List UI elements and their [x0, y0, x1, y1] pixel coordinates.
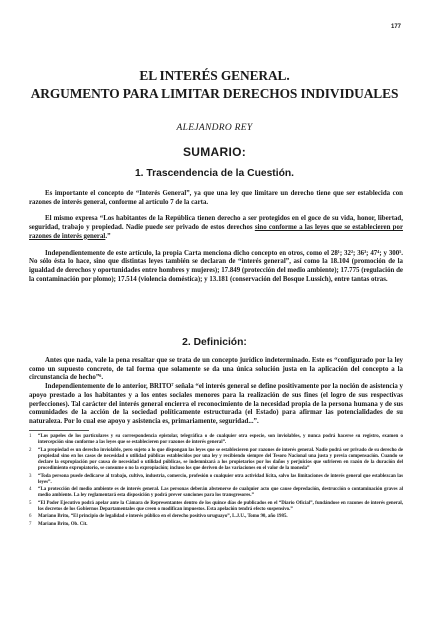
paragraph-quote	[29, 215, 403, 241]
footnote-3	[29, 474, 403, 486]
footnote-text: “La propiedad es un derecho inviolable, pero sujeto a lo que dispongan las leyes que se establecieren por razones de interés general. Nadie podrá ser privado de su derecho de propiedad sino en los casos de necesidad o utilidad públicas establecidos por una ley y recibiendo siempre del Tesoro Nacional una justa y previa compensación. Cuando se declare la expropiación por causa de necesidad o utilidad públicas, se indemnizará a los propietarios por los daños y perjuicios que sufrieren en razón de la duración del procedimiento expropiatorio, se consume o no la expropiación; incluso los que deriven de las variaciones en el valor de la moneda”	[38, 447, 403, 472]
footnote-number: 5	[29, 500, 32, 506]
footnote-separator	[29, 430, 89, 431]
author-name: ALEJANDRO REY	[176, 123, 253, 133]
section-1-heading: 1. Trascendencia de la Cuestión.	[134, 168, 295, 179]
section-1-body	[29, 190, 403, 284]
quote-end: .”	[105, 232, 111, 240]
footnote-number: 1	[29, 434, 32, 439]
footnote-text: Mariano Brito, Ob. Cit.	[38, 521, 88, 527]
footnote-5	[29, 501, 403, 513]
quote-start: El mismo expresa “Los habitantes de la República tienen derecho a ser protegidos en el goce de su vida, honor, libertad, seguridad, trabajo y propiedad. Nadie puede ser privado de estos derechos	[29, 215, 403, 232]
paragraph: Independientemente de lo anterior, BRITO⁷ señala “el interés general se define positivamente por la noción de asistencia y apoyo prestado a los habitantes y a los entes sociales menores para la realización de sus fines (el logro de sus respectivas perfecciones). Tal carácter del interés general encierra el reconocimiento de la necesidad propia de la persona humana y de sus comunidades de la acción de la sociedad políticamente estructurada (el Estado) para afirmar las potencialidades de su naturaleza. Por lo cual ese apoyo y asistencia es, primariamente, seguridad...”.	[29, 383, 403, 425]
footnote-6	[29, 514, 403, 520]
footnote-text: “Los papeles de los particulares y su correspondencia epistolar, telegráfica o de cualquier otra especie, son inviolables, y nunca podrá hacerse su registro, examen o intercepción sino conforme a las leyes que se establecieren por razones de interés general”.	[38, 434, 403, 446]
section-2-body	[29, 357, 403, 427]
footnote-text: “Toda persona puede dedicarse al trabajo, cultivo, industria, comercio, profesión o cualquier otra actividad lícita, salvo las limitaciones de interés general que establezcan las leyes”.	[38, 473, 403, 485]
footnote-2	[29, 448, 403, 473]
quote-underlined: sino conforme a las leyes que se establecieren por razones de interés general	[29, 224, 403, 240]
title-line-2: ARGUMENTO PARA LIMITAR DERECHOS INDIVIDUALES	[30, 86, 399, 101]
footnotes	[29, 434, 403, 529]
page-number: 177	[390, 24, 401, 30]
summary-heading: SUMARIO:	[182, 145, 247, 159]
footnote-number: 2	[29, 447, 32, 453]
paragraph: Independientemente de este artículo, la propia Carta menciona dicho concepto en otros, como el 28¹; 32²; 36³; 47⁴; y 300⁵. No sólo ésta lo hace, sino que distintas leyes también se declaran de “interés general”, así como la 18.104 (promoción de la igualdad de derechos y oportunidades entre hombres y mujeres); 17.849 (protección del medio ambiente); 17.775 (regulación de la contaminación por plomo); 17.514 (violencia doméstica); y 13.181 (conservación del Bosque Lussich), entre tantas otras.	[29, 249, 403, 283]
footnote-number: 4	[29, 487, 32, 493]
footnote-text: Mariano Brito, “El principio de legalidad e interés público en el derecho positivo uruguayo”, L.J.U., Tomo 90, año 1985.	[38, 514, 288, 520]
footnote-7	[29, 522, 403, 528]
footnote-text: “La protección del medio ambiente es de interés general. Las personas deberán abstenerse de cualquier acto que cause depredación, destrucción o contaminación graves al medio ambiente. La ley reglamentará esta disposición y podrá prever sanciones para los transgresores.”	[38, 487, 403, 499]
article-title	[0, 67, 429, 103]
footnote-4	[29, 487, 403, 499]
footnote-number: 7	[29, 521, 32, 527]
footnote-number: 3	[29, 473, 32, 479]
footnote-number: 6	[29, 514, 32, 520]
footnote-text: “El Poder Ejecutivo podrá apelar ante la Cámara de Representantes dentro de los quince días de publicados en el “Diario Oficial”, fundándose en razones de interés general, los decretos de los Gobiernos Departamentales que creen o modifican impuestos. Esta apelación tendrá efecto suspensivo.”	[38, 500, 403, 512]
footnote-1	[29, 434, 403, 446]
paragraph: Es importante el concepto de “Interés General”, ya que una ley que limitare un derecho tiene que ser establecida con razones de interés general, conforme al artículo 7 de la carta.	[29, 190, 403, 206]
section-2-heading: 2. Definición:	[182, 337, 247, 348]
paragraph: Antes que nada, vale la pena resaltar que se trata de un concepto jurídico indeterminado. Este es “configurado por la ley como un supuesto concreto, de tal forma que solamente se da una única solución justa en la aplicación del concepto a la circunstancia de hecho”⁶.	[29, 357, 403, 382]
title-line-1: EL INTERÉS GENERAL.	[139, 68, 290, 83]
